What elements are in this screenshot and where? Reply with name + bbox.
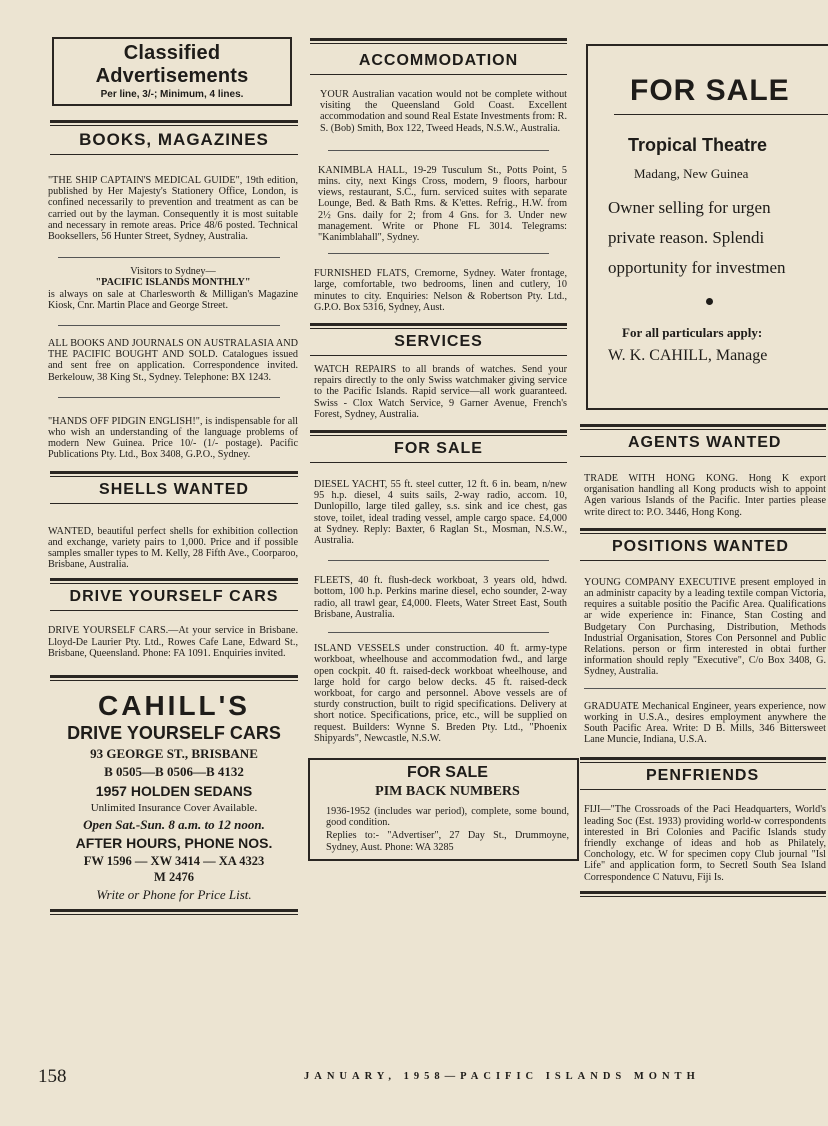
theatre-forsale-heading: FOR SALE [630,74,790,107]
cahill-phones: B 0505—B 0506—B 4132 [104,764,244,780]
bullet-icon [706,298,713,305]
divider [310,462,567,463]
column-middle [310,0,567,1126]
divider [580,560,826,561]
divider [580,789,826,790]
divider [50,154,298,155]
classified-rate: Per line, 3/-; Minimum, 4 lines. [100,89,244,100]
theatre-name: Tropical Theatre [628,135,768,155]
separator [328,560,549,561]
cahill-after-last: M 2476 [154,870,194,885]
forsale-ad-yacht: DIESEL YACHT, 55 ft. steel cutter, 12 ft. 6 in. beam, n/new 95 h.p. diesel, 4 suits sails, 2-way radio, accom. 10, Dunlopillo, large tiled galley, s.s. sink and ice chest, gas stove, toilet, ideal trading vessel, ample cargo space. £4,000 at Sydney. Reply: Baxter, 6 Raglan St., Mosman, N.S.W., Australia. [314,479,567,547]
tropical-theatre-ad [586,44,828,410]
separator [58,257,280,258]
cahill-insurance: Unlimited Insurance Cover Available. [90,802,258,815]
divider [580,891,826,897]
cahill-sedans: 1957 HOLDEN SEDANS [95,783,253,800]
accommodation-ad-gold-coast: YOUR Australian vacation would not be complete without visiting the Queensland Gold Coast. Excellent accommodation and sound Real Estate Investments from: R. S. (Bob) Smith, Box 122, Tweed Heads, N.S.W., Australia. [320,89,567,134]
accommodation-ad-kanimbla: KANIMBLA HALL, 19-29 Tusculum St., Potts Point, 5 mins. city, next Kings Cross, modern, 9 floors, harbour views, restaurant, S.C., furn. serviced suites with separate Lounge, Bed. & Bath Rms. & K'ettes. Refrig., H.W. from 2½ Gns. daily for 2; from 4 Gns. for 3. Under new management. Write or Phone FL 3014. Telegrams: "Kanimblahall", Sydney. [318,164,567,244]
accommodation-ad-flats: FURNISHED FLATS, Cremorne, Sydney. Water frontage, large, comfortable, two bedrooms, linen and cutlery, 10 minutes to city. Enquiries: Nelson & Robertson Pty. Ltd., G.P.O. Box 5316, Sydney, Aust. [314,268,567,313]
classified-header [52,37,292,106]
penfriends-ad-fiji: FIJI—"The Crossroads of the Paci Headquarters, World's leading Soc (Est. 1933) providing world-w correspondents interested in Bri Colonies and Pacific Islands study friendly exchange of ideas and hob as Philately, Conchology, etc. W for specimen copy Club journal "Isl Life" and application form, to Secretl South Sea Island Correspondence C Natuvu, Fiji Is. [584,804,826,883]
column-right [578,0,826,1126]
column-left [40,0,298,1126]
theatre-particulars: For all particulars apply: [622,325,763,340]
drive-heading: DRIVE YOURSELF CARS [69,588,279,606]
divider [50,503,298,504]
pim-body: is always on sale at Charlesworth & Milligan's Magazine Kiosk, Cnr. Martin Place and George Street. [48,288,298,311]
separator [584,688,826,689]
separator [328,150,549,151]
theatre-line2: private reason. Splendi [608,228,765,247]
separator [328,253,549,254]
theatre-location: Madang, New Guinea [634,166,749,181]
separator [58,397,280,398]
books-heading: BOOKS, MAGAZINES [79,130,269,149]
divider [614,114,828,115]
pim-back-numbers-body: 1936-1952 (includes war period), complete, some bound, good condition. [326,805,569,829]
separator [58,325,280,326]
cahill-address: 93 GEORGE ST., BRISBANE [90,746,258,762]
divider [310,355,567,356]
pim-back-numbers-ad [308,758,579,861]
pim-forsale-heading: FOR SALE [407,763,488,781]
divider [310,38,567,44]
pim-back-numbers-title: PIM BACK NUMBERS [375,783,520,799]
services-ad-watch: WATCH REPAIRS to all brands of watches. Send your repairs directly to the only Swiss watchmaker giving service to the Pacific Islands. Rapid service—all work guaranteed. Swiss - Clox Watch Service, 9 Garner Avenue, French's Forest, Sydney, Australia. [314,364,567,420]
books-ad-medical-guide: "THE SHIP CAPTAIN'S MEDICAL GUIDE", 19th edition, published by Her Majesty's Stationery Office, London, is confined necessarily to prevention and treatment as can be carried out by the layman. Consequently it is most suitable and necessary in remote areas. Price 48/6 posted. Technical Booksellers, 56 Hunter Street, Sydney, Australia. [48,175,298,243]
positions-ad-engineer: GRADUATE Mechanical Engineer, years experience, now working in U.S.A., desires employment anywhere the South Pacific Area. Write: D B. Mills, 346 Bittersweet Lane Muncie, Indiana, U.S.A. [584,700,826,746]
divider [50,610,298,611]
divider [50,909,298,915]
running-footer: JANUARY, 1958—PACIFIC ISLANDS MONTH [304,1071,700,1082]
agents-heading: AGENTS WANTED [628,434,782,451]
cahill-after-nums: FW 1596 — XW 3414 — XA 4323 [83,854,265,869]
books-ad-berkelouw: ALL BOOKS AND JOURNALS ON AUSTRALASIA AND THE PACIFIC BOUGHT AND SOLD. Catalogues issued and sent free on application. Correspondence invited. Berkelouw, 38 King St., Sydney. Telephone: BX 1243. [48,338,298,383]
shells-ad: WANTED, beautiful perfect shells for exhibition collection and exchange, variety pairs to 1,000. Price and if possible samples smaller types to M. Kelly, 28 Fifth Ave., Coorparoo, Brisbane, Australia. [48,525,298,571]
cahill-open: Open Sat.-Sun. 8 a.m. to 12 noon. [83,817,265,833]
theatre-line1: Owner selling for urgen [608,198,771,217]
books-ad-pidgin: "HANDS OFF PIDGIN ENGLISH!", is indispensable for all who wish an understanding of the language problems of modern New Guinea. Price 10/- (1/- postage). Pacific Publications Pty. Ltd., Box 3408, G.P.O., Sydney. [48,415,298,461]
pim-back-numbers-reply: Replies to:- "Advertiser", 27 Day St., Drummoyne, Sydney, Aust. Phone: WA 3285 [326,830,569,853]
divider [580,456,826,457]
cahill-write: Write or Phone for Price List. [96,887,252,903]
cahill-name: CAHILL'S [98,690,250,722]
cahill-sub: DRIVE YOURSELF CARS [67,723,281,744]
cahill-after: AFTER HOURS, PHONE NOS. [75,835,273,852]
forsale-ad-island-vessels: ISLAND VESSELS under construction. 40 ft. army-type workboat, wheelhouse and accommodation fwd., and large open cockpit. 40 ft. raised-deck workboat wheelhouse, and large hold for cargo below decks. 45 ft. raised-deck workboat, for cargo and personnel. Above vessels are of sturdy construction, built to rigid specifications. Delivery at short notice. Specifications, price, etc., will be supplied on request. Builders: Wynne S. Breden Pty. Ltd., "Phoenix Shipyards", Newcastle, N.S.W. [314,643,567,744]
theatre-contact: W. K. CAHILL, Manage [608,347,768,364]
pim-title: "PACIFIC ISLANDS MONTHLY" [95,277,251,289]
agents-ad-hong-kong: TRADE WITH HONG KONG. Hong K export organisation handling all Kong products wish to appoint Agen various Islands of the Pacific. Inter parties please write direct to: P.O. 3446, Hong Kong. [584,473,826,518]
theatre-line3: opportunity for investmen [608,258,786,277]
forsale-ad-fleets: FLEETS, 40 ft. flush-deck workboat, 3 years old, hdwd. bottom, 100 h.p. Perkins marine diesel, echo sounder, 2-way radio, all trawl gear, £4,000. Fleets, Water Street East, South Brisbane, Australia. [314,575,567,620]
services-heading: SERVICES [394,333,483,351]
shells-heading: SHELLS WANTED [99,480,249,498]
pim-visitors: Visitors to Sydney— [130,266,216,278]
positions-heading: POSITIONS WANTED [612,537,789,555]
positions-ad-executive: YOUNG COMPANY EXECUTIVE present employed in an administr capacity by a leading textile compan Victoria, requires a suitable positio the Pacific Area. Qualifications ar wide experience in: Finance, Stan Costing and Budgetary Con Purchasing, Distribution, Methods Industrial Organisation, Stores Con Personnel and Public Relations. person or firm interested in obtai further information should reply "Executive", C/o Box 3408, G. Sydney, Australia. [584,576,826,678]
books-ad-pim [48,266,298,311]
forsale-heading: FOR SALE [394,440,483,458]
penfriends-heading: PENFRIENDS [646,767,760,785]
agents-section [580,424,826,897]
separator [328,632,549,633]
drive-ad: DRIVE YOURSELF CARS.—At your service in Brisbane. Lloyd-De Laurier Pty. Ltd., Rowes Cafe Lane, Edward St., Brisbane, Queensland. Phone: FA 1091. Enquiries invited. [48,625,298,659]
divider [310,74,567,75]
page-number: 158 [38,1066,67,1087]
cahill-ad [50,681,298,905]
classified-title: Classified Advertisements [95,42,249,87]
accommodation-heading: ACCOMMODATION [358,52,519,69]
